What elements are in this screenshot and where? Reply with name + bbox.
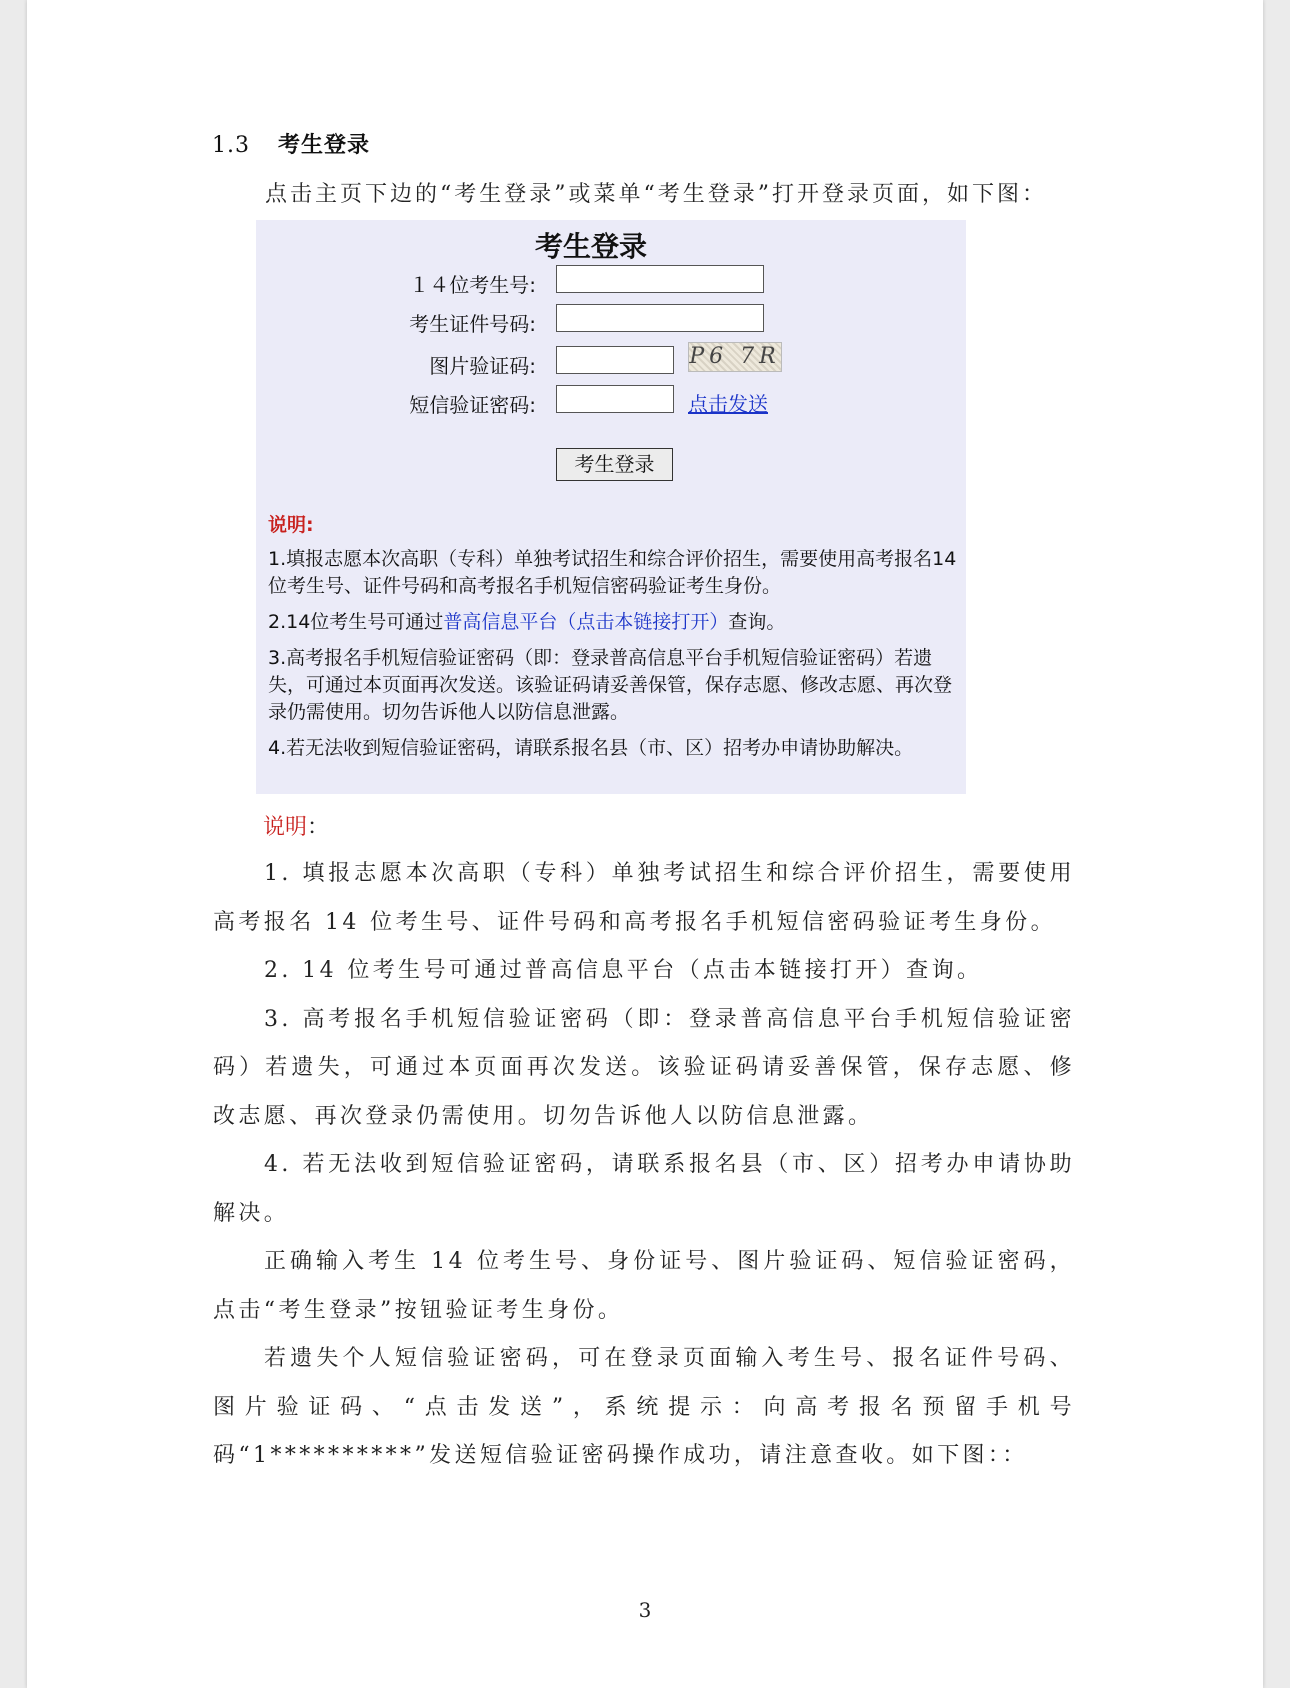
login-screenshot <box>256 220 966 794</box>
body-paragraph-1: 1. 填报志愿本次高职（专科）单独考试招生和综合评价招生，需要使用高考报名 14 位考生号、证件号码和高考报名手机短信密码验证考生身份。 <box>213 861 1075 935</box>
screenshot-note-2 <box>268 609 958 636</box>
page-number: 3 <box>638 1598 652 1622</box>
sms-code-input[interactable] <box>556 385 674 413</box>
id-row <box>256 304 966 338</box>
note-2-suffix: 查询。 <box>728 611 786 633</box>
screenshot-note-1: 1.填报志愿本次高职（专科）单独考试招生和综合评价招生，需要使用高考报名14位考生号、证件号码和高考报名手机短信密码验证考生身份。 <box>268 548 957 597</box>
send-sms-link[interactable]: 点击发送 <box>688 392 768 416</box>
login-button[interactable]: 考生登录 <box>556 448 673 481</box>
captcha-input[interactable] <box>556 346 674 374</box>
section-title: 考生登录 <box>278 132 371 158</box>
body-paragraph-3: 3. 高考报名手机短信验证密码（即：登录普高信息平台手机短信验证密码）若遗失，可通过本页面再次发送。该验证码请妥善保管，保存志愿、修改志愿、再次登录仍需使用。切勿告诉他人以防信息泄露。 <box>213 1006 1075 1129</box>
screenshot-notes <box>268 546 958 771</box>
body-note-colon: ： <box>307 815 330 840</box>
id-label: 考生证件号码: <box>409 312 536 336</box>
body-paragraph-5: 正确输入考生 14 位考生号、身份证号、图片验证码、短信验证密码，点击“考生登录”按钮验证考生身份。 <box>213 1249 1075 1323</box>
captcha-row <box>256 346 966 380</box>
body-paragraph-4: 4. 若无法收到短信验证密码，请联系报名县（市、区）招考办申请协助解决。 <box>213 1152 1075 1226</box>
exam-no-input[interactable] <box>556 265 764 293</box>
note-2-prefix: 2.14位考生号可通过 <box>268 611 444 633</box>
platform-link[interactable]: 普高信息平台（点击本链接打开） <box>443 611 729 633</box>
body-note-label: 说明 <box>263 815 308 840</box>
captcha-label: 图片验证码: <box>429 354 536 378</box>
body-paragraph-6: 若遗失个人短信验证密码，可在登录页面输入考生号、报名证件号码、图片验证码、“点击发送”，系统提示：向高考报名预留手机号码“1**********”发送短信验证密码操作成功，请注意查收。如下图：： <box>213 1346 1075 1468</box>
intro-paragraph: 点击主页下边的“考生登录”或菜单“考生登录”打开登录页面，如下图： <box>265 182 1047 207</box>
sms-label: 短信验证密码: <box>409 393 536 417</box>
body-paragraph-2: 2. 14 位考生号可通过普高信息平台（点击本链接打开）查询。 <box>264 958 983 983</box>
screenshot-note-4: 4.若无法收到短信验证密码，请联系报名县（市、区）招考办申请协助解决。 <box>268 737 914 759</box>
section-number: 1.3 <box>212 133 250 158</box>
screenshot-note-3: 3.高考报名手机短信验证密码（即：登录普高信息平台手机短信验证密码）若遗失，可通过本页面再次发送。该验证码请妥善保管，保存志愿、修改志愿、再次登录仍需使用。切勿告诉他人以防信息泄露。 <box>268 647 953 723</box>
login-title: 考生登录 <box>534 230 647 263</box>
screenshot-note-title: 说明: <box>268 514 314 536</box>
body-text <box>213 850 1075 1481</box>
exam-no-label: １４位考生号: <box>409 273 536 297</box>
body-note-title <box>263 810 329 841</box>
id-number-input[interactable] <box>556 304 764 332</box>
sms-row <box>256 385 966 419</box>
section-heading <box>212 128 370 159</box>
captcha-image[interactable]: P6 7R <box>688 342 782 372</box>
exam-no-row <box>256 265 966 299</box>
